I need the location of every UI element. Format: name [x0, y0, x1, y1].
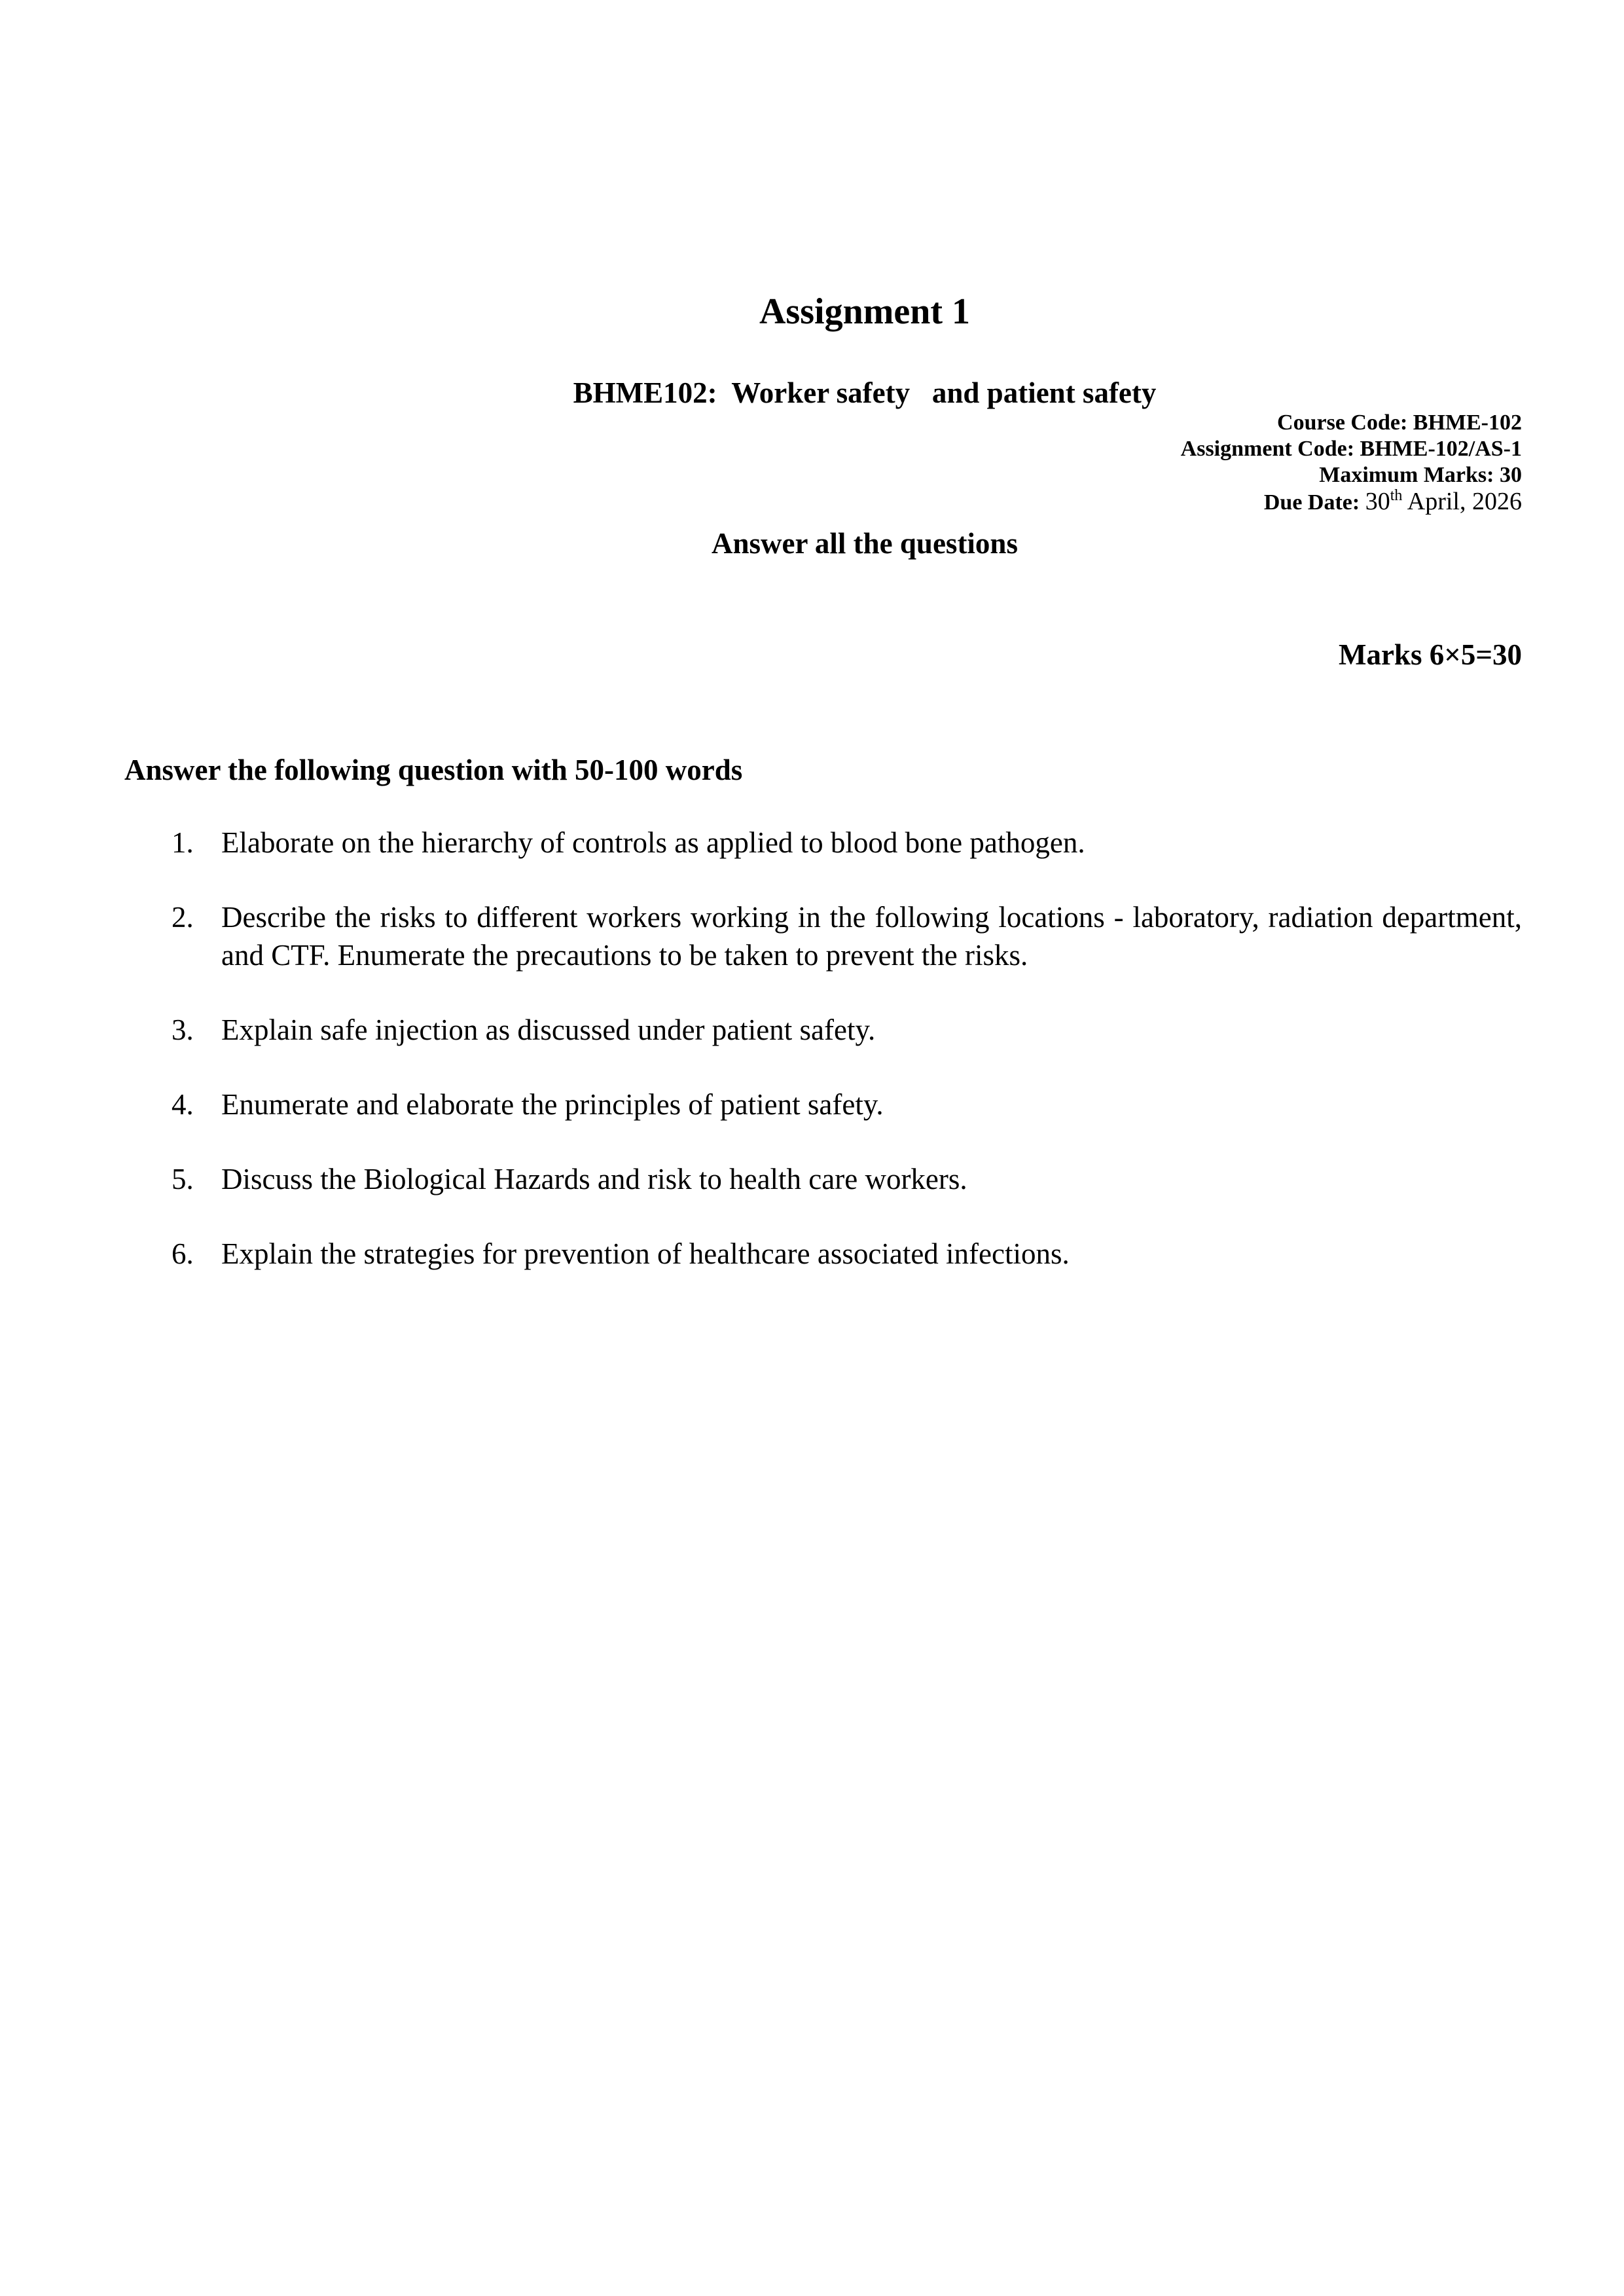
due-date-label: Due Date:	[1263, 490, 1360, 515]
assignment-code: Assignment Code: BHME-102/AS-1	[1180, 437, 1522, 461]
instruction-text: Answer all the questions	[712, 527, 1018, 560]
question-text: Describe the risks to different workers working in the following locations - laboratory, radiation department, and CTF. Enumerate the precautions to be taken to prevent the risks.	[221, 901, 1522, 972]
due-date-rest: April, 2026	[1407, 488, 1522, 515]
question-item	[0, 1085, 1624, 1123]
course-code: Course Code: BHME-102	[1277, 410, 1522, 435]
question-text: Explain safe injection as discussed under patient safety.	[221, 1013, 876, 1046]
question-list	[0, 824, 1624, 1309]
question-text: Discuss the Biological Hazards and risk to health care workers.	[221, 1163, 967, 1195]
due-date	[1181, 488, 1522, 516]
maximum-marks: Maximum Marks: 30	[1319, 463, 1522, 487]
question-number: 5.	[171, 1163, 194, 1195]
question-item	[0, 1160, 1624, 1198]
question-number: 2.	[171, 901, 194, 934]
question-number: 4.	[171, 1088, 194, 1121]
question-item	[0, 898, 1624, 974]
question-text: Explain the strategies for prevention of healthcare associated infections.	[221, 1237, 1070, 1270]
question-item	[0, 1235, 1624, 1273]
due-date-suffix: th	[1390, 487, 1403, 504]
question-text: Elaborate on the hierarchy of controls as applied to blood bone pathogen.	[221, 826, 1085, 859]
question-item	[0, 1011, 1624, 1049]
question-number: 3.	[171, 1013, 194, 1046]
course-title: BHME102: Worker safety and patient safety	[573, 376, 1157, 409]
section-heading: Answer the following question with 50-100 words	[124, 754, 743, 786]
assignment-meta	[1181, 410, 1522, 516]
question-item	[0, 824, 1624, 862]
question-number: 6.	[171, 1237, 194, 1270]
due-date-day: 30	[1365, 488, 1390, 515]
assignment-title: Assignment 1	[759, 291, 971, 332]
question-text: Enumerate and elaborate the principles of patient safety.	[221, 1088, 884, 1121]
question-number: 1.	[171, 826, 194, 859]
marks-summary: Marks 6×5=30	[1338, 638, 1522, 671]
